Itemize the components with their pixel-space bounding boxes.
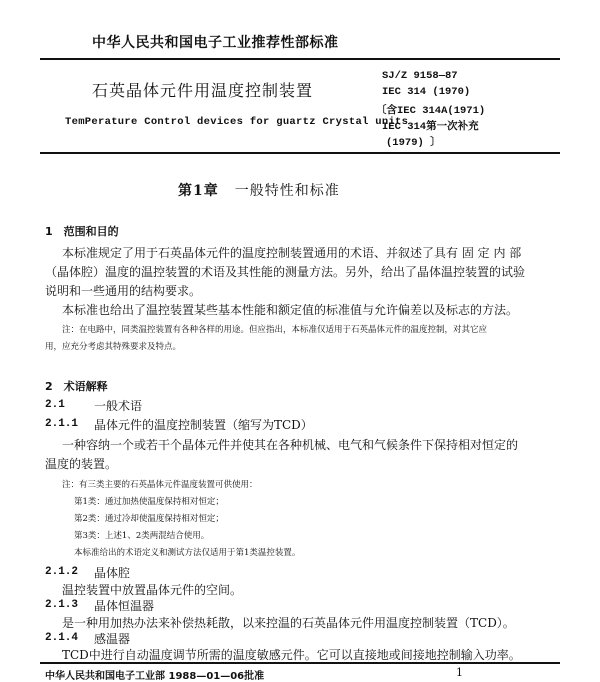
- section-1-para-1-line-3: 说明和一些通用的结构要求。: [45, 284, 202, 298]
- tcd-type-1-note: 第1类：通过加热使温度保持相对恒定；: [74, 497, 224, 507]
- page-number: 1: [456, 666, 463, 679]
- section-1-note-line-2: 用，应充分考虑其特殊要求及特点。: [45, 342, 182, 352]
- footer-rule: [40, 662, 560, 664]
- iec-supplement-code: IEC 314第一次补充: [382, 121, 479, 133]
- footer-approval: 中华人民共和国电子工业部 1988—01—06批准: [45, 671, 265, 682]
- document-title-en: TemPerature Control devices for guartz Crystal units: [65, 116, 409, 128]
- section-2-1-4-body: TCD中进行自动温度调节所需的温度敏感元件。它可以直接地或间接地控制输入功率。: [62, 648, 521, 662]
- standard-category-title: 中华人民共和国电子工业推荐性部标准: [92, 35, 339, 51]
- header-rule: [40, 58, 560, 60]
- section-2-1-4-number: 2.1.4: [45, 632, 79, 644]
- section-2-1-4-title: 感温器: [94, 632, 131, 646]
- section-1-para-2: 本标准也给出了温控装置某些基本性能和额定值的标准值与允许偏差以及标志的方法。: [62, 303, 519, 317]
- section-2-1-2-number: 2.1.2: [45, 566, 79, 578]
- section-2-1-3-title: 晶体恒温器: [94, 599, 155, 613]
- section-1-heading: 1 范围和目的: [45, 225, 119, 238]
- tcd-type-3-note: 第3类：上述1、2类两混结合使用。: [74, 531, 210, 541]
- iec-code: IEC 314 (1970): [382, 86, 471, 98]
- chapter-number: 第1章: [178, 183, 219, 199]
- section-1-note-line-1: 注：在电路中，同类温控装置有各种各样的用途。但应指出，本标准仅适用于石英晶体元件的温度控制，对其它应: [62, 325, 488, 335]
- section-2-1-1-number: 2.1.1: [45, 418, 79, 430]
- document-title-cn: 石英晶体元件用温度控制装置: [92, 81, 314, 100]
- header-bottom-rule: [40, 152, 560, 154]
- section-2-1-1-body-line-1: 一种容纳一个或若干个晶体元件并使其在各种机械、电气和气候条件下保持相对恒定的: [62, 438, 519, 452]
- section-2-1-number: 2.1: [45, 399, 65, 411]
- section-2-1-1-body-line-2: 温度的装置。: [45, 457, 118, 471]
- section-1-para-1-line-1: 本标准规定了用于石英晶体元件的温度控制装置通用的术语、并叙述了具有 固 定 内 部: [62, 246, 522, 260]
- section-2-1-1-title: 晶体元件的温度控制装置（缩写为TCD）: [94, 418, 313, 432]
- section-2-1-2-body: 温控装置中放置晶体元件的空间。: [62, 583, 243, 597]
- section-2-1-3-number: 2.1.3: [45, 599, 79, 611]
- standard-code: SJ/Z 9158—87: [382, 70, 458, 82]
- tcd-scope-note: 本标准给出的术语定义和测试方法仅适用于第1类温控装置。: [74, 548, 301, 558]
- tcd-type-2-note: 第2类：通过冷却使温度保持相对恒定；: [74, 514, 224, 524]
- iec-supplement-year: (1979) 〕: [386, 137, 441, 149]
- tcd-types-note-intro: 注：有三类主要的石英晶体元件温度装置可供使用：: [62, 480, 258, 490]
- section-2-1-2-title: 晶体腔: [94, 566, 131, 580]
- chapter-heading: [178, 180, 340, 200]
- section-1-para-1-line-2: （晶体腔）温度的温控装置的术语及其性能的测量方法。另外，给出了晶体温控装置的试验: [45, 265, 526, 279]
- section-2-heading: 2 术语解释: [45, 380, 108, 393]
- iec-amendment-code: 〔含IEC 314A(1971): [376, 105, 486, 117]
- section-2-1-3-body: 是一种用加热办法来补偿热耗散，以来控温的石英晶体元件用温度控制装置（TCD）。: [62, 616, 515, 630]
- chapter-title: 一般特性和标准: [234, 183, 340, 199]
- section-2-1-title: 一般术语: [94, 399, 143, 413]
